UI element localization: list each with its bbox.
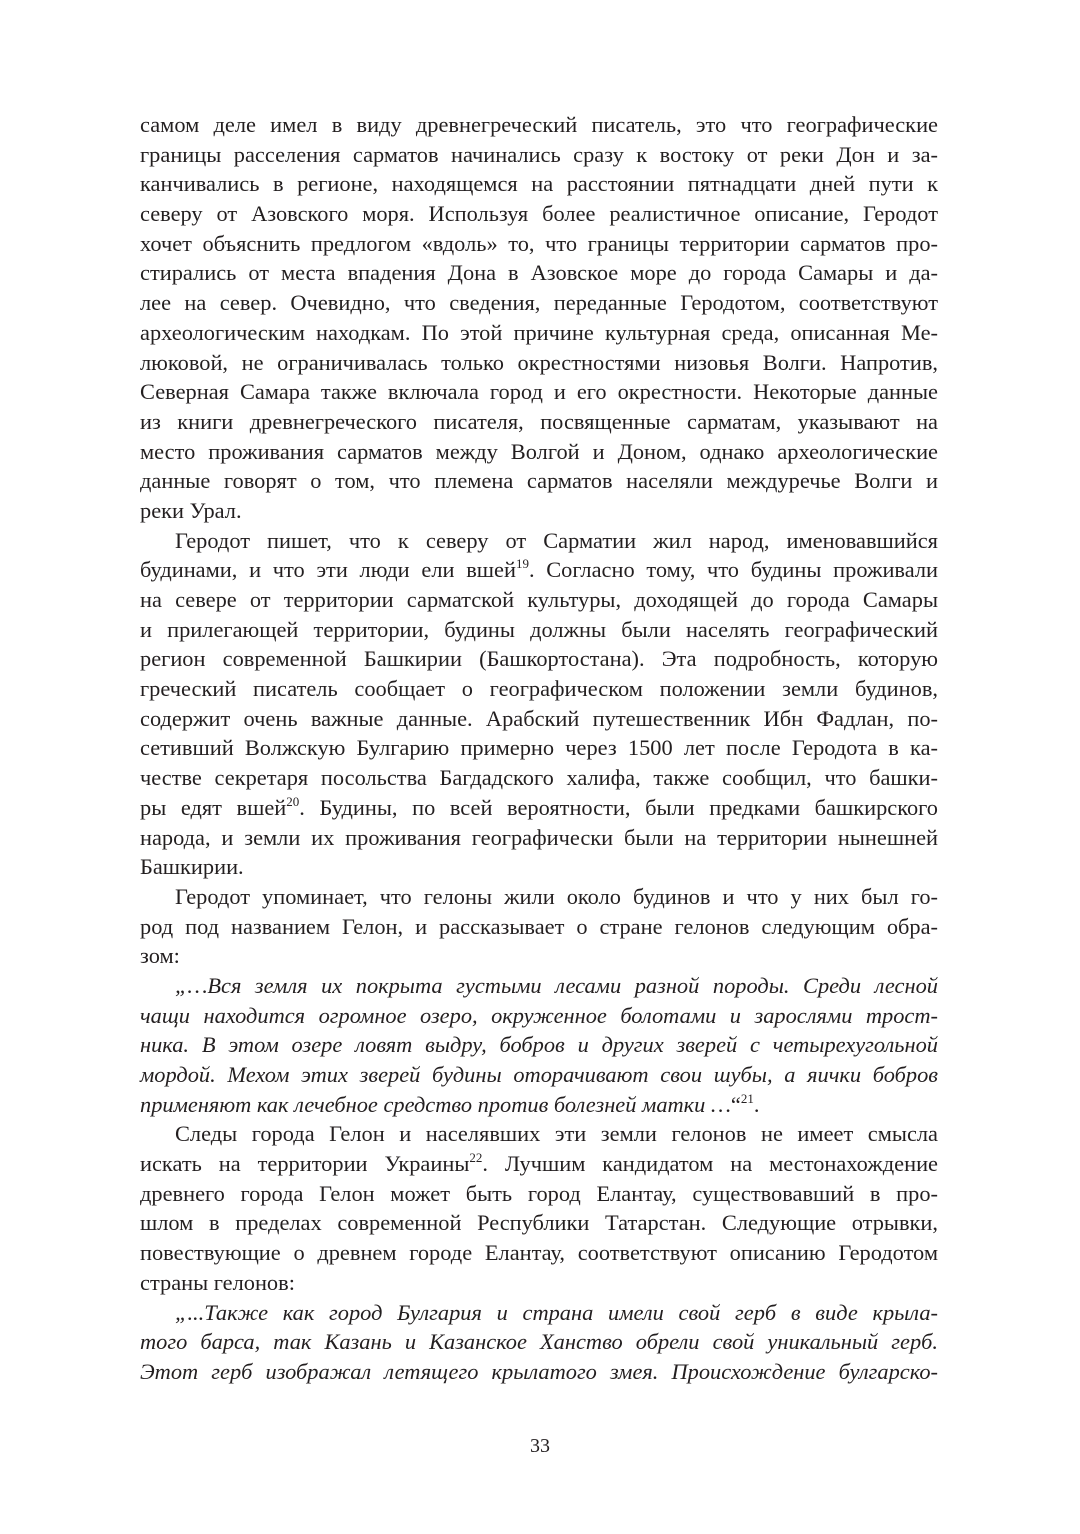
text-line: стирались от места впадения Дона в Азовское море до города Самары и да- [140, 260, 938, 286]
text-segment: применяют как лечебное средство против болезней матки … [140, 1091, 731, 1117]
footnote-ref: 22 [469, 1150, 483, 1166]
text-line: сетивший Волжскую Булгарию примерно через 1500 лет после Геродота в ка- [140, 735, 938, 761]
text-line: хочет объяснить предлогом «вдоль» то, что границы территории сарматов про- [140, 230, 938, 256]
text-line: греческий писатель сообщает о географическом положении земли будинов, [140, 676, 938, 702]
text-line: археологическим находкам. По этой причине культурная среда, описанная Ме- [140, 319, 938, 345]
text-line: содержит очень важные данные. Арабский путешественник Ибн Фадлан, по- [140, 705, 938, 731]
text-line: шлом в пределах современной Республики Татарстан. Следующие отрывки, [140, 1210, 938, 1236]
text-line: регион современной Башкирии (Башкортостана). Эта подробность, которую [140, 646, 938, 672]
page-number: 33 [530, 1435, 550, 1457]
text-line: данные говорят о том, что племена сарматов населяли междуречье Волги и [140, 468, 938, 494]
text-line: древнего города Гелон может быть город Елантау, существовавший в про- [140, 1180, 938, 1206]
text-line: честве секретаря посольства Багдадского халифа, также сообщил, что башки- [140, 765, 938, 791]
quote-line [140, 1090, 938, 1120]
text-segment: ры едят вшей [140, 794, 287, 820]
text-line: повествующие о древнем городе Елантау, соответствуют описанию Геродотом [140, 1240, 938, 1266]
text-line: самом деле имел в виду древнегреческий писатель, это что географические [140, 112, 938, 137]
page-body [140, 110, 938, 1387]
footnote-ref: 21 [740, 1090, 754, 1106]
quote-line: чащи находится огромное озеро, окруженное болотами и зарослями трост- [140, 1002, 938, 1028]
quote-line: того барса, так Казань и Казанское Ханство обрели свой уникальный герб. [140, 1329, 938, 1355]
footnote-ref: 19 [515, 556, 529, 572]
text-line: из книги древнегреческого писателя, посвященные сарматам, указывают на [140, 408, 938, 434]
text-segment: . [753, 1091, 760, 1117]
text-line: канчивались в регионе, находящемся на расстоянии пятнадцати дней пути к [140, 171, 938, 197]
text-line: род под названием Гелон, и рассказывает о стране гелонов следующим обра- [140, 913, 938, 939]
quote-line: „...Также как город Булгария и страна имели свой герб в виде крыла- [175, 1299, 938, 1325]
text-segment: . Будины, по всей вероятности, были предками башкирского [299, 794, 938, 820]
text-line [140, 793, 938, 823]
text-line: и прилегающей территории, будины должны были населять географический [140, 616, 938, 642]
quote-line: Этот герб изображал летящего крылатого змея. Происхождение булгарско- [140, 1358, 938, 1384]
text-segment: будинами, и что эти люди ели вшей [140, 557, 516, 583]
text-line: страны гелонов: [140, 1269, 295, 1295]
text-line: Следы города Гелон и населявших эти земли гелонов не имеет смысла [175, 1121, 938, 1147]
text-line: реки Урал. [140, 497, 242, 523]
text-line [140, 1149, 938, 1179]
text-segment: . Лучшим кандидатом на местонахождение [482, 1151, 938, 1177]
quote-line: „…Вся земля их покрыта густыми лесами разной породы. Среди лесной [175, 972, 938, 998]
text-line: лее на север. Очевидно, что сведения, переданные Геродотом, соответствуют [140, 290, 938, 316]
footnote-ref: 20 [286, 793, 300, 809]
text-segment: “ [730, 1091, 741, 1117]
text-line: Геродот упоминает, что гелоны жили около будинов и что у них был го- [175, 883, 938, 909]
text-segment: . Согласно тому, что будины проживали [528, 557, 938, 583]
text-line: зом: [140, 943, 180, 969]
text-line: северу от Азовского моря. Используя более реалистичное описание, Геродот [140, 201, 938, 227]
text-line: границы расселения сарматов начинались сразу к востоку от реки Дон и за- [140, 141, 938, 167]
text-line: Геродот пишет, что к северу от Сарматии жил народ, именовавшийся [175, 527, 938, 553]
text-line: люковой, не ограничивалась только окрестностями низовья Волги. Напротив, [140, 349, 938, 375]
quote-line: ника. В этом озере ловят выдру, бобров и других зверей с четырехугольной [140, 1032, 938, 1058]
text-line: Северная Самара также включала город и его окрестности. Некоторые данные [140, 379, 938, 405]
text-segment: искать на территории Украины [140, 1151, 470, 1177]
text-line [140, 555, 938, 585]
quote-line: мордой. Мехом этих зверей будины оторачивают свои шубы, а яички бобров [140, 1062, 938, 1087]
text-line: Башкирии. [140, 854, 244, 880]
text-line: место проживания сарматов между Волгой и Доном, однако археологические [140, 438, 938, 464]
text-line: на севере от территории сарматской культуры, доходящей до города Самары [140, 587, 938, 612]
text-line: народа, и земли их проживания географически были на территории нынешней [140, 824, 938, 850]
